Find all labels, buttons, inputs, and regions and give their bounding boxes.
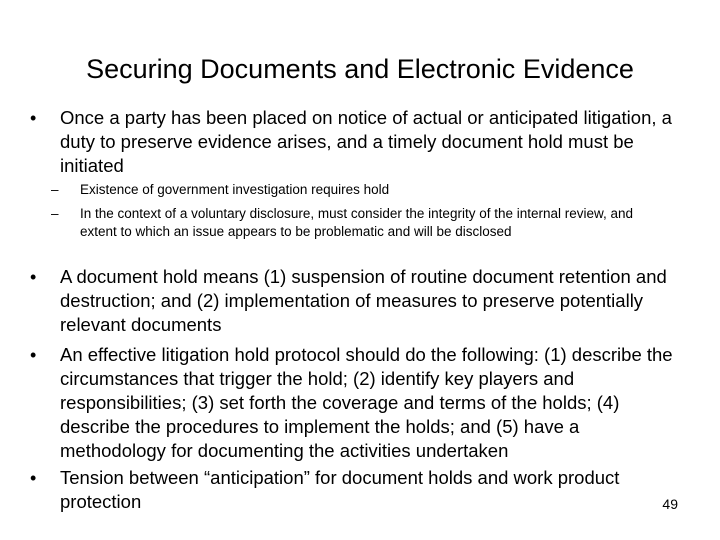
sub-bullet-text: Existence of government investigation requires hold <box>80 182 390 197</box>
bullet-item <box>30 106 688 178</box>
sub-bullet-text: In the context of a voluntary disclosure, must consider the integrity of the internal review, and extent to which an issue appears to be problematic and will be disclosed <box>80 206 634 239</box>
bullet-item <box>30 343 688 463</box>
bullet-text: An effective litigation hold protocol should do the following: (1) describe the circumstances that trigger the hold; (2) identify key players and responsibilities; (3) set forth the coverage and terms of the holds; (4) describe the procedures to implement the holds; and (5) have a methodology for documenting the activities undertaken <box>60 344 673 461</box>
bullet-text: Tension between “anticipation” for document holds and work product protection <box>60 467 620 512</box>
sub-bullet-marker: – <box>51 206 59 221</box>
bullet-item <box>30 265 688 337</box>
bullet-marker: • <box>30 267 37 287</box>
sub-bullet-marker: – <box>51 182 59 197</box>
sub-bullet-item <box>51 205 670 241</box>
bullet-text: A document hold means (1) suspension of routine document retention and destruction; and (2) implementation of measures to preserve potentially relevant documents <box>60 266 667 335</box>
bullet-item <box>30 466 688 514</box>
slide-title: Securing Documents and Electronic Evidence <box>86 54 634 84</box>
bullet-text: Once a party has been placed on notice of actual or anticipated litigation, a duty to preserve evidence arises, and a timely document hold must be initiated <box>60 107 672 176</box>
bullet-marker: • <box>30 468 37 488</box>
page-number: 49 <box>662 496 678 512</box>
sub-bullet-item <box>51 181 670 199</box>
bullet-marker: • <box>30 345 37 365</box>
bullet-marker: • <box>30 108 37 128</box>
